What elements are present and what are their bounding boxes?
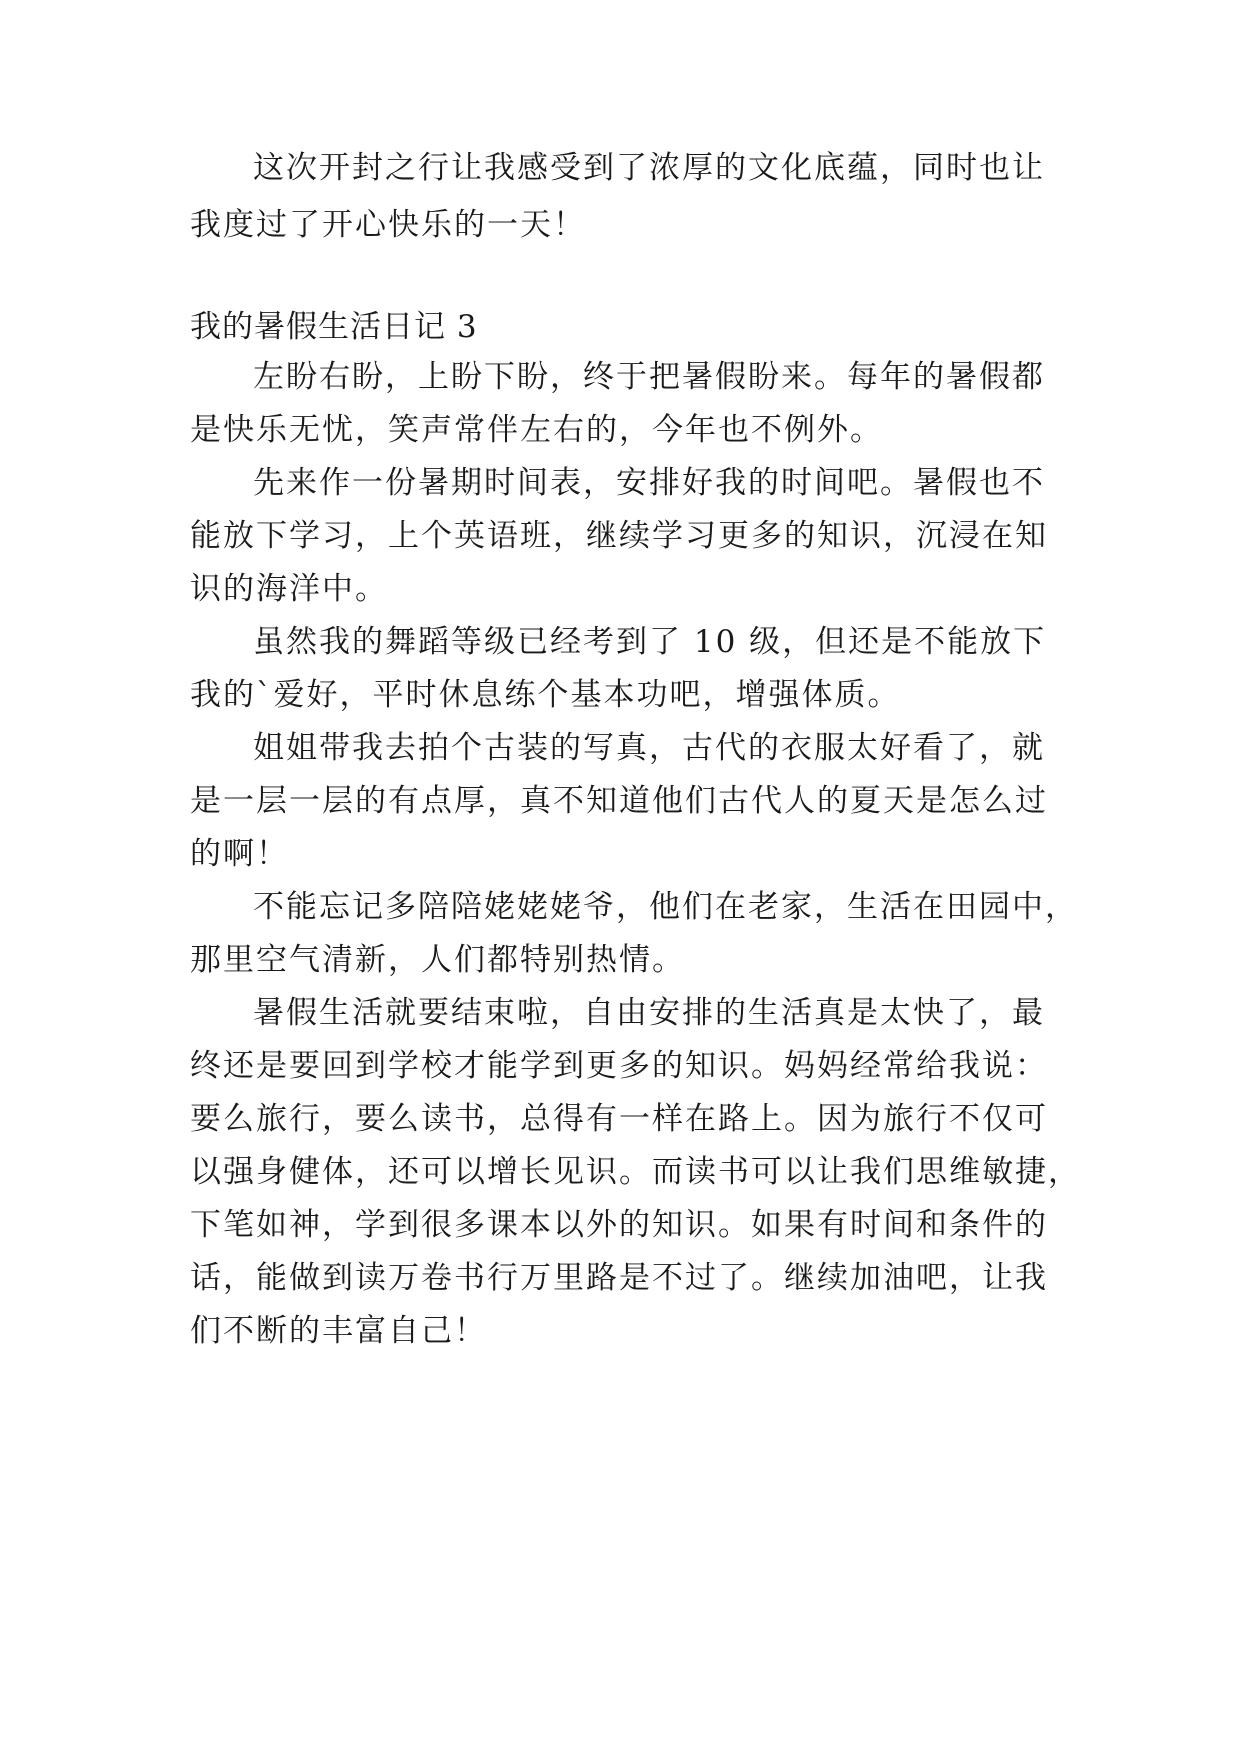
paragraph-line: 的啊！ xyxy=(190,836,289,872)
paragraph-line: 以强身健体，还可以增长见识。而读书可以让我们思维敏捷， xyxy=(190,1154,1081,1190)
paragraph-line: 虽然我的舞蹈等级已经考到了 10 级，但还是不能放下 xyxy=(253,624,1047,660)
paragraph-line: 是一层一层的有点厚，真不知道他们古代人的夏天是怎么过 xyxy=(190,783,1048,819)
paragraph-line: 那里空气清新，人们都特别热情。 xyxy=(190,942,685,978)
paragraph-line: 终还是要回到学校才能学到更多的知识。妈妈经常给我说： xyxy=(190,1048,1048,1084)
paragraph-line: 们不断的丰富自己！ xyxy=(190,1313,487,1349)
paragraph-line: 这次开封之行让我感受到了浓厚的文化底蕴，同时也让 xyxy=(253,150,1045,186)
paragraph-line: 左盼右盼，上盼下盼，终于把暑假盼来。每年的暑假都 xyxy=(253,359,1045,395)
paragraph-line: 话，能做到读万卷书行万里路是不过了。继续加油吧，让我 xyxy=(190,1260,1048,1296)
paragraph-line: 不能忘记多陪陪姥姥姥爷，他们在老家，生活在田园中， xyxy=(253,889,1078,925)
paragraph-line: 能放下学习，上个英语班，继续学习更多的知识，沉浸在知 xyxy=(190,518,1048,554)
paragraph-line: 先来作一份暑期时间表，安排好我的时间吧。暑假也不 xyxy=(253,465,1045,501)
section-title: 我的暑假生活日记 3 xyxy=(190,309,478,345)
paragraph-line: 是快乐无忧，笑声常伴左右的，今年也不例外。 xyxy=(190,412,883,448)
paragraph-line: 姐姐带我去拍个古装的写真，古代的衣服太好看了，就 xyxy=(253,730,1045,766)
paragraph-line: 下笔如神，学到很多课本以外的知识。如果有时间和条件的 xyxy=(190,1207,1048,1243)
paragraph-line: 我的`爱好，平时休息练个基本功吧，增强体质。 xyxy=(190,677,901,713)
paragraph-line: 要么旅行，要么读书，总得有一样在路上。因为旅行不仅可 xyxy=(190,1101,1048,1137)
paragraph-line: 我度过了开心快乐的一天！ xyxy=(190,207,586,243)
paragraph-line: 识的海洋中。 xyxy=(190,571,388,607)
paragraph-line: 暑假生活就要结束啦，自由安排的生活真是太快了，最 xyxy=(253,995,1045,1031)
